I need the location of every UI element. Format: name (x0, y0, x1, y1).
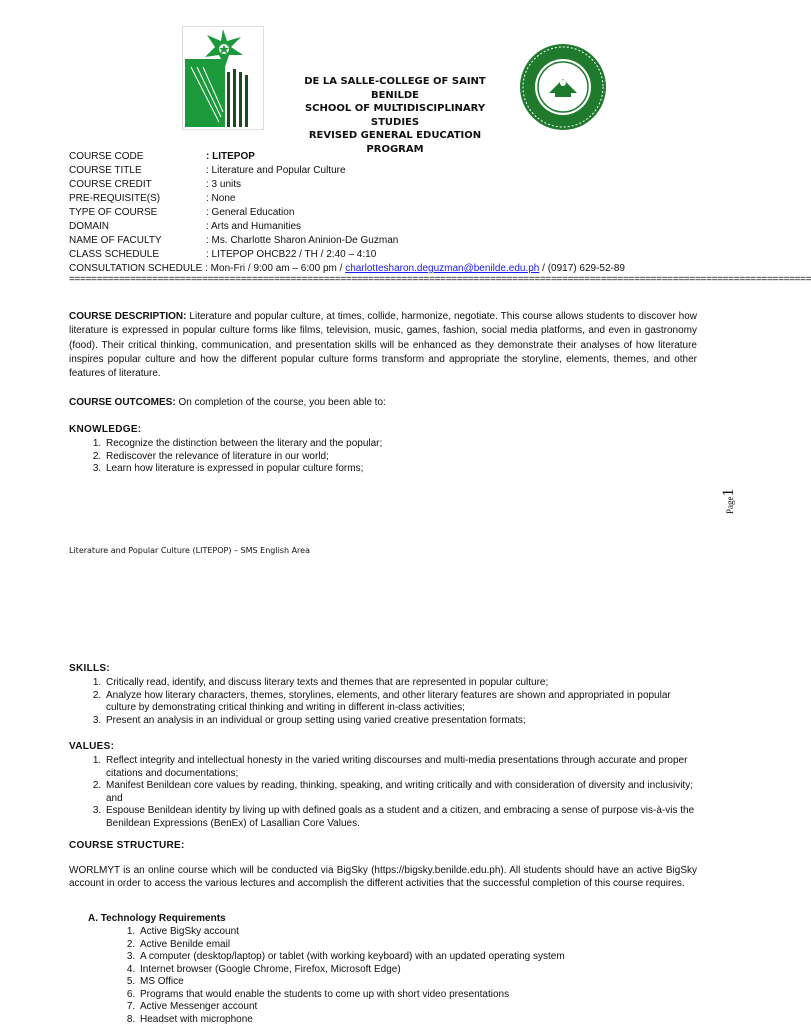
info-label: CLASS SCHEDULE (69, 248, 159, 262)
tech-requirements-list (103, 926, 698, 1026)
list-item: 3. Present an analysis in an individual or group setting using varied creative presentation formats; (104, 715, 697, 728)
college-seal (519, 43, 607, 131)
list-item: 3. Espouse Benildean identity by living up with defined goals as a student and a citizen, and embracing a sense of purpose vis-à-vis the Benildean Expressions (BenEx) of Lasallian Core Values. (104, 805, 697, 830)
page-footer: Literature and Popular Culture (LITEPOP) – SMS English Area (69, 546, 310, 555)
page-number (722, 486, 748, 516)
tech-requirements-heading: A. Technology Requirements (88, 912, 226, 926)
info-label: PRE-REQUISITE(S) (69, 192, 160, 206)
course-outcomes-heading: COURSE OUTCOMES: (69, 397, 176, 408)
info-value: : Ms. Charlotte Sharon Aninion-De Guzman (206, 234, 398, 248)
info-value: : Literature and Popular Culture (206, 164, 346, 178)
info-label: COURSE CODE (69, 150, 143, 164)
values-list (69, 755, 697, 830)
course-outcomes (69, 396, 386, 410)
list-item: 2. Manifest Benildean core values by reading, thinking, speaking, and writing critically and with consideration of diversity and inclusivity; and (104, 780, 697, 805)
institution-header (280, 75, 510, 156)
course-description (69, 310, 697, 381)
skills-list (69, 677, 697, 727)
list-item: 1. Reflect integrity and intellectual honesty in the varied writing discourses and multi-media presentations through accurate and proper citations and documentations; (104, 755, 697, 780)
info-label: COURSE CREDIT (69, 178, 152, 192)
list-item: 3. Learn how literature is expressed in popular culture forms; (104, 463, 697, 476)
info-label: DOMAIN (69, 220, 109, 234)
list-item: 1. Recognize the distinction between the literary and the popular; (104, 438, 697, 451)
info-value: : None (206, 192, 235, 206)
course-outcomes-text: On completion of the course, you been able to: (176, 397, 386, 408)
course-structure-text: WORLMYT is an online course which will be conducted via BigSky (https://bigsky.benilde.edu.ph). All students should have an active BigSky account in order to access the various lectures and accomplish the different activities that the successful completion of this course requires. (69, 865, 697, 890)
info-value: : LITEPOP OHCB22 / TH / 2:40 – 4:10 (206, 248, 376, 262)
course-description-heading: COURSE DESCRIPTION: (69, 311, 186, 322)
knowledge-heading: KNOWLEDGE: (69, 424, 141, 435)
info-label: NAME OF FACULTY (69, 234, 162, 248)
list-item: 3. A computer (desktop/laptop) or tablet (with working keyboard) with an updated operating system (138, 951, 698, 964)
info-value: : LITEPOP (206, 150, 255, 164)
list-item: 2. Rediscover the relevance of literature in our world; (104, 451, 697, 464)
consultation-prefix: CONSULTATION SCHEDULE : Mon-Fri / 9:00 am – 6:00 pm / (69, 263, 345, 274)
page-digit: 1 (720, 489, 737, 497)
values-heading: VALUES: (69, 741, 114, 752)
list-item: 8. Headset with microphone (138, 1014, 698, 1026)
page-word: Page (725, 497, 735, 515)
list-item: 1. Critically read, identify, and discuss literary texts and themes that are represented in popular culture; (104, 677, 697, 690)
info-value: : General Education (206, 206, 294, 220)
college-logo (182, 26, 264, 130)
list-item: 7. Active Messenger account (138, 1001, 698, 1014)
list-item: 1. Active BigSky account (138, 926, 698, 939)
consultation-suffix: / (0917) 629-52-89 (539, 263, 625, 274)
faculty-email-link[interactable]: charlottesharon.deguzman@benilde.edu.ph (345, 263, 539, 274)
separator-line: ====================================================================================================================================== (69, 274, 697, 286)
list-item: 2. Analyze how literary characters, themes, storylines, elements, and other literary features are shown and appropriated in popular culture by demonstrating critical thinking and writing in different in-class activities; (104, 690, 697, 715)
header-line-3: REVISED GENERAL EDUCATION PROGRAM (280, 129, 510, 156)
header-line-1: DE LA SALLE-COLLEGE OF SAINT BENILDE (280, 75, 510, 102)
knowledge-list (69, 438, 697, 476)
header-line-2: SCHOOL OF MULTIDISCIPLINARY STUDIES (280, 102, 510, 129)
course-structure-heading: COURSE STRUCTURE: (69, 840, 185, 851)
info-label: COURSE TITLE (69, 164, 142, 178)
skills-heading: SKILLS: (69, 663, 110, 674)
list-item: 2. Active Benilde email (138, 939, 698, 952)
info-label: TYPE OF COURSE (69, 206, 157, 220)
info-value: : 3 units (206, 178, 241, 192)
list-item: 6. Programs that would enable the students to come up with short video presentations (138, 989, 698, 1002)
info-value: : Arts and Humanities (206, 220, 301, 234)
list-item: 5. MS Office (138, 976, 698, 989)
course-description-text: Literature and popular culture, at times, collide, harmonize, negotiate. This course allows students to discover how literature is expressed in popular culture forms like films, television, music, games, fashion, social media platforms, and even in gastronomy (food). Their critical thinking, communication, and presentation skills will be enhanced as they demonstrate their analyses of how literature inspires popular culture and how the different popular culture forms transform and appropriate the storyline, elements, themes, and other features of literature. (69, 311, 697, 379)
list-item: 4. Internet browser (Google Chrome, Firefox, Microsoft Edge) (138, 964, 698, 977)
